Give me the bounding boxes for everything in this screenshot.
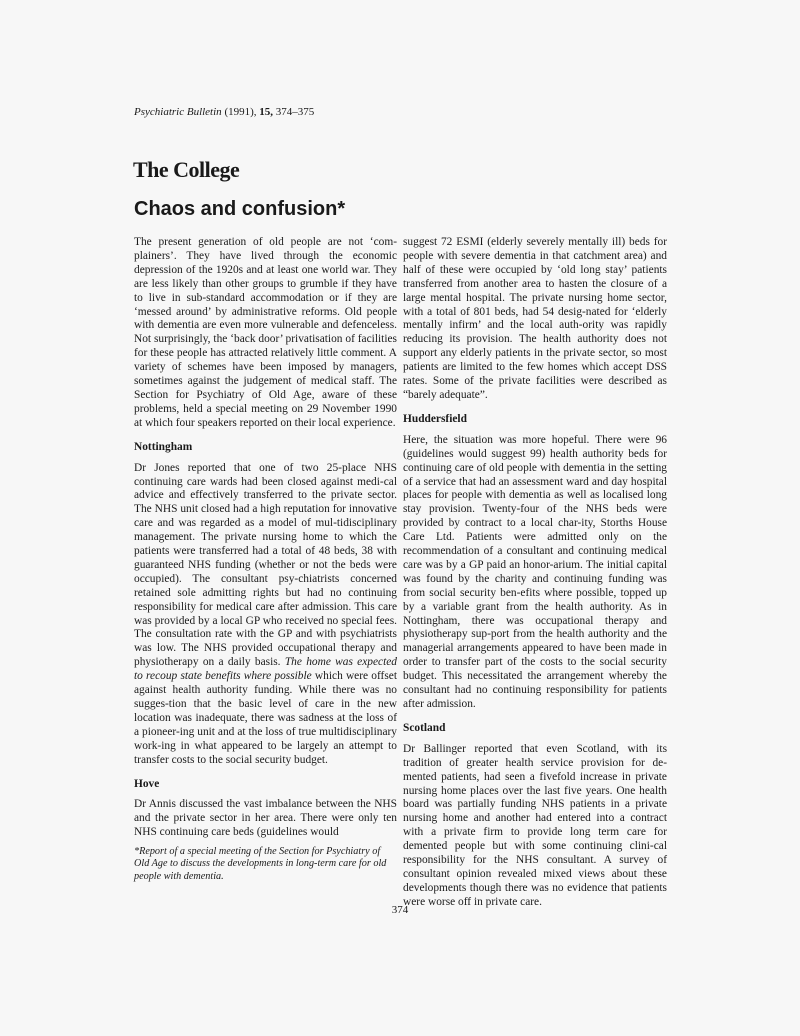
nottingham-paragraph xyxy=(134,462,397,768)
huddersfield-paragraph: Here, the situation was more hopeful. There were 96 (guidelines would suggest 99) health authority beds for continuing care of old people with dementia in the setting of a service that had an assessment ward and day hospital places for people with dementia as well as localised long stay provision. Twenty-four of the NHS beds were provided by contract to a local char-ity, Storths House Care Ltd. Patients were admitted only on the recommendation of a consultant and continuing medical care was by a GP paid an honor-arium. The initial capital was found by the charity and continuing funding was from social security ben-efits where possible, topped up by a variable grant from the health authority. As in Nottingham, there was occupational therapy and physiotherapy sup-port from the health authority and the managerial arrangements appeared to have been made in order to transfer part of the costs to the social security budget. This necessitated the arrangement whereby the consultant had no continuing responsibility for patients after admission. xyxy=(403,433,667,710)
left-column xyxy=(134,236,397,850)
nottingham-italic-text: The home was expected to recoup state benefits where possible xyxy=(134,656,397,683)
right-column xyxy=(403,236,667,920)
journal-year: (1991), xyxy=(224,106,257,118)
article-title: Chaos and confusion* xyxy=(134,198,346,220)
hove-paragraph: Dr Annis discussed the vast imbalance between the NHS and the private sector in her area. There were only ten NHS continuing care beds (guidelines would xyxy=(134,798,397,839)
nottingham-heading: Nottingham xyxy=(134,440,193,453)
hove-heading: Hove xyxy=(134,777,160,790)
nottingham-text-1: Dr Jones reported that one of two 25-place NHS continuing care wards had been closed against medi-cal advice and effectively transferred to the private sector. The NHS unit closed had a high reputation for innovative care and was regarded as a model of mul-tidisciplinary management. The private nursing home to which the patients were transferred had a total of 48 beds, 38 with guaranteed NHS funding (whether or not the beds were occupied). The consultant psy-chiatrists concerned retained sole admitting rights but had no continuing responsibility for medical care after admission. This care was provided by a local GP who received no special fees. The consultation rate with the GP and with psychiatrists was low. The NHS provided occupational therapy and physiotherapy on a daily basis. xyxy=(134,461,397,669)
scotland-heading: Scotland xyxy=(403,721,446,734)
journal-volume: 15, xyxy=(259,106,274,118)
intro-paragraph: The present generation of old people are not ‘com-plainers’. They have lived through the economic depression of the 1920s and at least one world war. They are less likely than other groups to grumble if they have to live in sub-standard accommodation or if they are ‘messed around’ by administrative reforms. Old people with dementia are even more vulnerable and defenceless. Not surprisingly, the ‘back door’ privatisation of facilities for these people has attracted relatively little comment. A variety of schemes have been imposed by managers, sometimes against the judgement of medical staff. The Section for Psychiatry of Old Age, aware of these problems, held a special meeting on 29 November 1990 at which four speakers reported on their local experience. xyxy=(134,236,397,429)
scotland-paragraph: Dr Ballinger reported that even Scotland, with its tradition of greater health service provision for de-mented patients, had seen a fivefold increase in private nursing home places over the last five years. One health board was partially funding NHS patients in a private nursing home and another had entered into a contract with a private firm to provide long term care for demented people but with some continuing clini-cal responsibility for the NHS consultant. A survey of consultant opinion revealed mixed views about these developments though there was no evidence that patients were worse off in private care. xyxy=(403,742,667,908)
journal-pages: 374–375 xyxy=(275,106,315,118)
nottingham-text-2: which were offset against health authority funding. While there was no sugges-tion that the basic level of care in the new location was inadequate, there was sadness at the loss of a pioneer-ing unit and at the loss of true multidisciplinary work-ing in what appeared to be largely an attempt to transfer costs to the social security budget. xyxy=(134,670,397,766)
hove-paragraph-continued: suggest 72 ESMI (elderly severely mentally ill) beds for people with severe dementia in that catchment area) and half of these were occupied by ‘old long stay’ patients transferred from another area to hasten the closure of a large mental hospital. The private nursing home sector, with a total of 801 beds, had 54 desig-nated for ‘elderly mentally infirm’ and the local auth-ority was rapidly reducing its provision. The health authority does not support any elderly patients in the private sector, so most patients are limited to the few homes which accept DSS rates. Some of the private facilities were described as “barely adequate”. xyxy=(403,236,667,401)
section-title: The College xyxy=(133,157,240,182)
footnote: *Report of a special meeting of the Section for Psychiatry of Old Age to discuss the developments in long-term care for old people with dementia. xyxy=(134,846,387,882)
page-number: 374 xyxy=(391,904,409,916)
huddersfield-heading: Huddersfield xyxy=(403,412,467,425)
journal-citation xyxy=(134,106,314,118)
journal-name: Psychiatric Bulletin xyxy=(134,106,222,118)
